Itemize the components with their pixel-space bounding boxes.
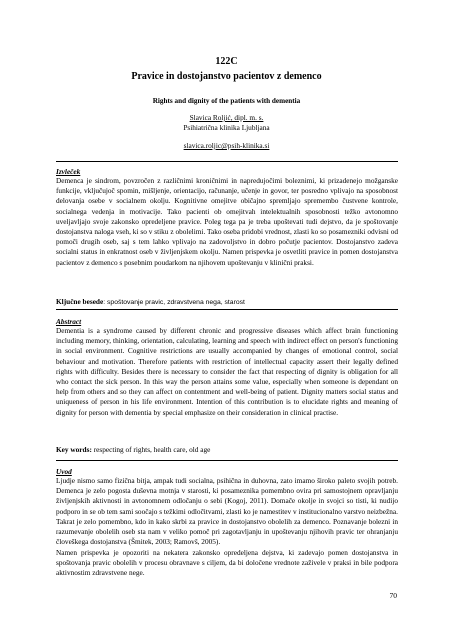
- abstract-heading: Abstract: [56, 317, 82, 326]
- uvod-heading: Uvod: [56, 467, 72, 476]
- abstract-keywords: [56, 445, 398, 455]
- keywords-text-en: respecting of rights, health care, old age: [91, 445, 211, 454]
- author-affiliation: Psihiatrična klinika Ljubljana: [183, 122, 270, 132]
- paper-subtitle: Rights and dignity of the patients with dementia: [152, 97, 301, 105]
- izvlecek-heading: Izvleček: [56, 167, 81, 176]
- uvod-paragraph-1: Ljudje nismo samo fizična bitja, ampak tudi socialna, psihična in duhovna, zato imamo široko paleto svojih potreb. Demenca je zelo pogosta duševna motnja v starosti, ki posameznika pomembno ovira pri samostojnem opravljanju življenjskih aktivnosti in avtonomnem odločanju o sebi (Kogoj, 2011). Domače okolje in svojci so tisti, ki nudijo podporo in se ob tem sami soočajo s težkimi odločitvami, zlasti ko je namestitev v institucionalno varstvo neizbežna. Takrat je zelo pomembno, kdo in kako skrbi za pravice in dostojanstvo obolelih za demenco. Poznavanje bolezni in razumevanje obolelih oseb sta nam v veliko pomoč pri zagotavljanju in upoštevanju njihovih pravic ter ohranjanju človeškega dostojanstva (Šmitek, 2003; Ramovš, 2005).: [56, 476, 398, 547]
- author-email-link[interactable]: slavica.roljic@psih-klinika.si: [183, 141, 270, 150]
- abstract-text: Dementia is a syndrome caused by different chronic and progressive diseases which affect brain functioning including memory, thinking, orientation, calculating, learning and speech with indirect effect on person's functioning in social environment. Cognitive restrictions are usually accompanied by changes of emotional control, social behaviour and motivation. Therefore patients with restriction of intellectual capacity assert their legally defined rights with difficulty. Besides there is necessary to consider the fact that respecting of dignity is obligation for all who contact the sick person. In this way the person attains some value, especially when someone is dependant on help from others and so they can affect on contentment and well-being of patient. Dignity matters social status and uniqueness of person in his life environment. Intention of this contribution is to elucidate rights and meaning of dignity for person with dementia by special emphasize on their consideration in clinical practise.: [56, 326, 398, 417]
- paper-title: Pravice in dostojanstvo pacientov z demenco: [131, 71, 322, 82]
- author-block: [0, 113, 453, 133]
- izvlecek-text: Demenca je sindrom, povzročen z različnimi kroničnimi in napredujočimi boleznimi, ki prizadenejo možganske funkcije, vključujoč spomin, mišljenje, orientacijo, računanje, učenje in govor, ter posredno vplivajo na sposobnost delovanja osebe v socialnem okolju. Kognitivne omejitve običajno spremljajo spremembo čustvene kontrole, socialnega vedenja in motivacije. Tako pacienti ob omejitvah intelektualnih sposobnosti težko avtonomno uveljavljajo svoje zakonsko opredeljene pravice. Poleg tega pa je treba upoštevati tudi dejstvo, da je spoštovanje dostojanstva naloga vseh, ki so v stiku z obolelimi. Tako oseba pridobi vrednost, zlasti ko so posamezniki odvisni od pomoči drugih oseb, saj s tem lahko vplivajo na zadovoljstvo in dobro počutje pacientov. Dostojanstvo zadeva socialni status in enkratnost oseb v življenjskem okolju. Namen prispevka je osvetliti pravice in pomen dostojanstva pacientov z demenco s posebnim poudarkom na njihovem upoštevanju v klinični praksi.: [56, 176, 398, 267]
- section-divider: [56, 460, 398, 461]
- keywords-label-en: Key words:: [56, 445, 92, 454]
- izvlecek-keywords: [56, 297, 398, 308]
- keywords-text-sl: : spoštovanje pravic, zdravstvena nega, starost: [103, 299, 245, 306]
- section-divider: [56, 309, 398, 310]
- uvod-paragraph-2: Namen prispevka je opozoriti na nekatera zakonsko opredeljena dejstva, ki zadevajo pomen dostojanstva in spoštovanja pravic obolelih v procesu obravnave s ciljem, da bi določene vrednote zaživele v praksi in bile podpora aktivnostim zdravstvene nege.: [56, 548, 398, 578]
- paper-number: 122C: [215, 56, 238, 67]
- keywords-label-sl: Ključne besede: [56, 297, 104, 306]
- section-divider: [56, 161, 398, 162]
- page-number: 70: [389, 591, 397, 600]
- author-name: Slavica Roljić, dipl. m. s.: [189, 113, 264, 122]
